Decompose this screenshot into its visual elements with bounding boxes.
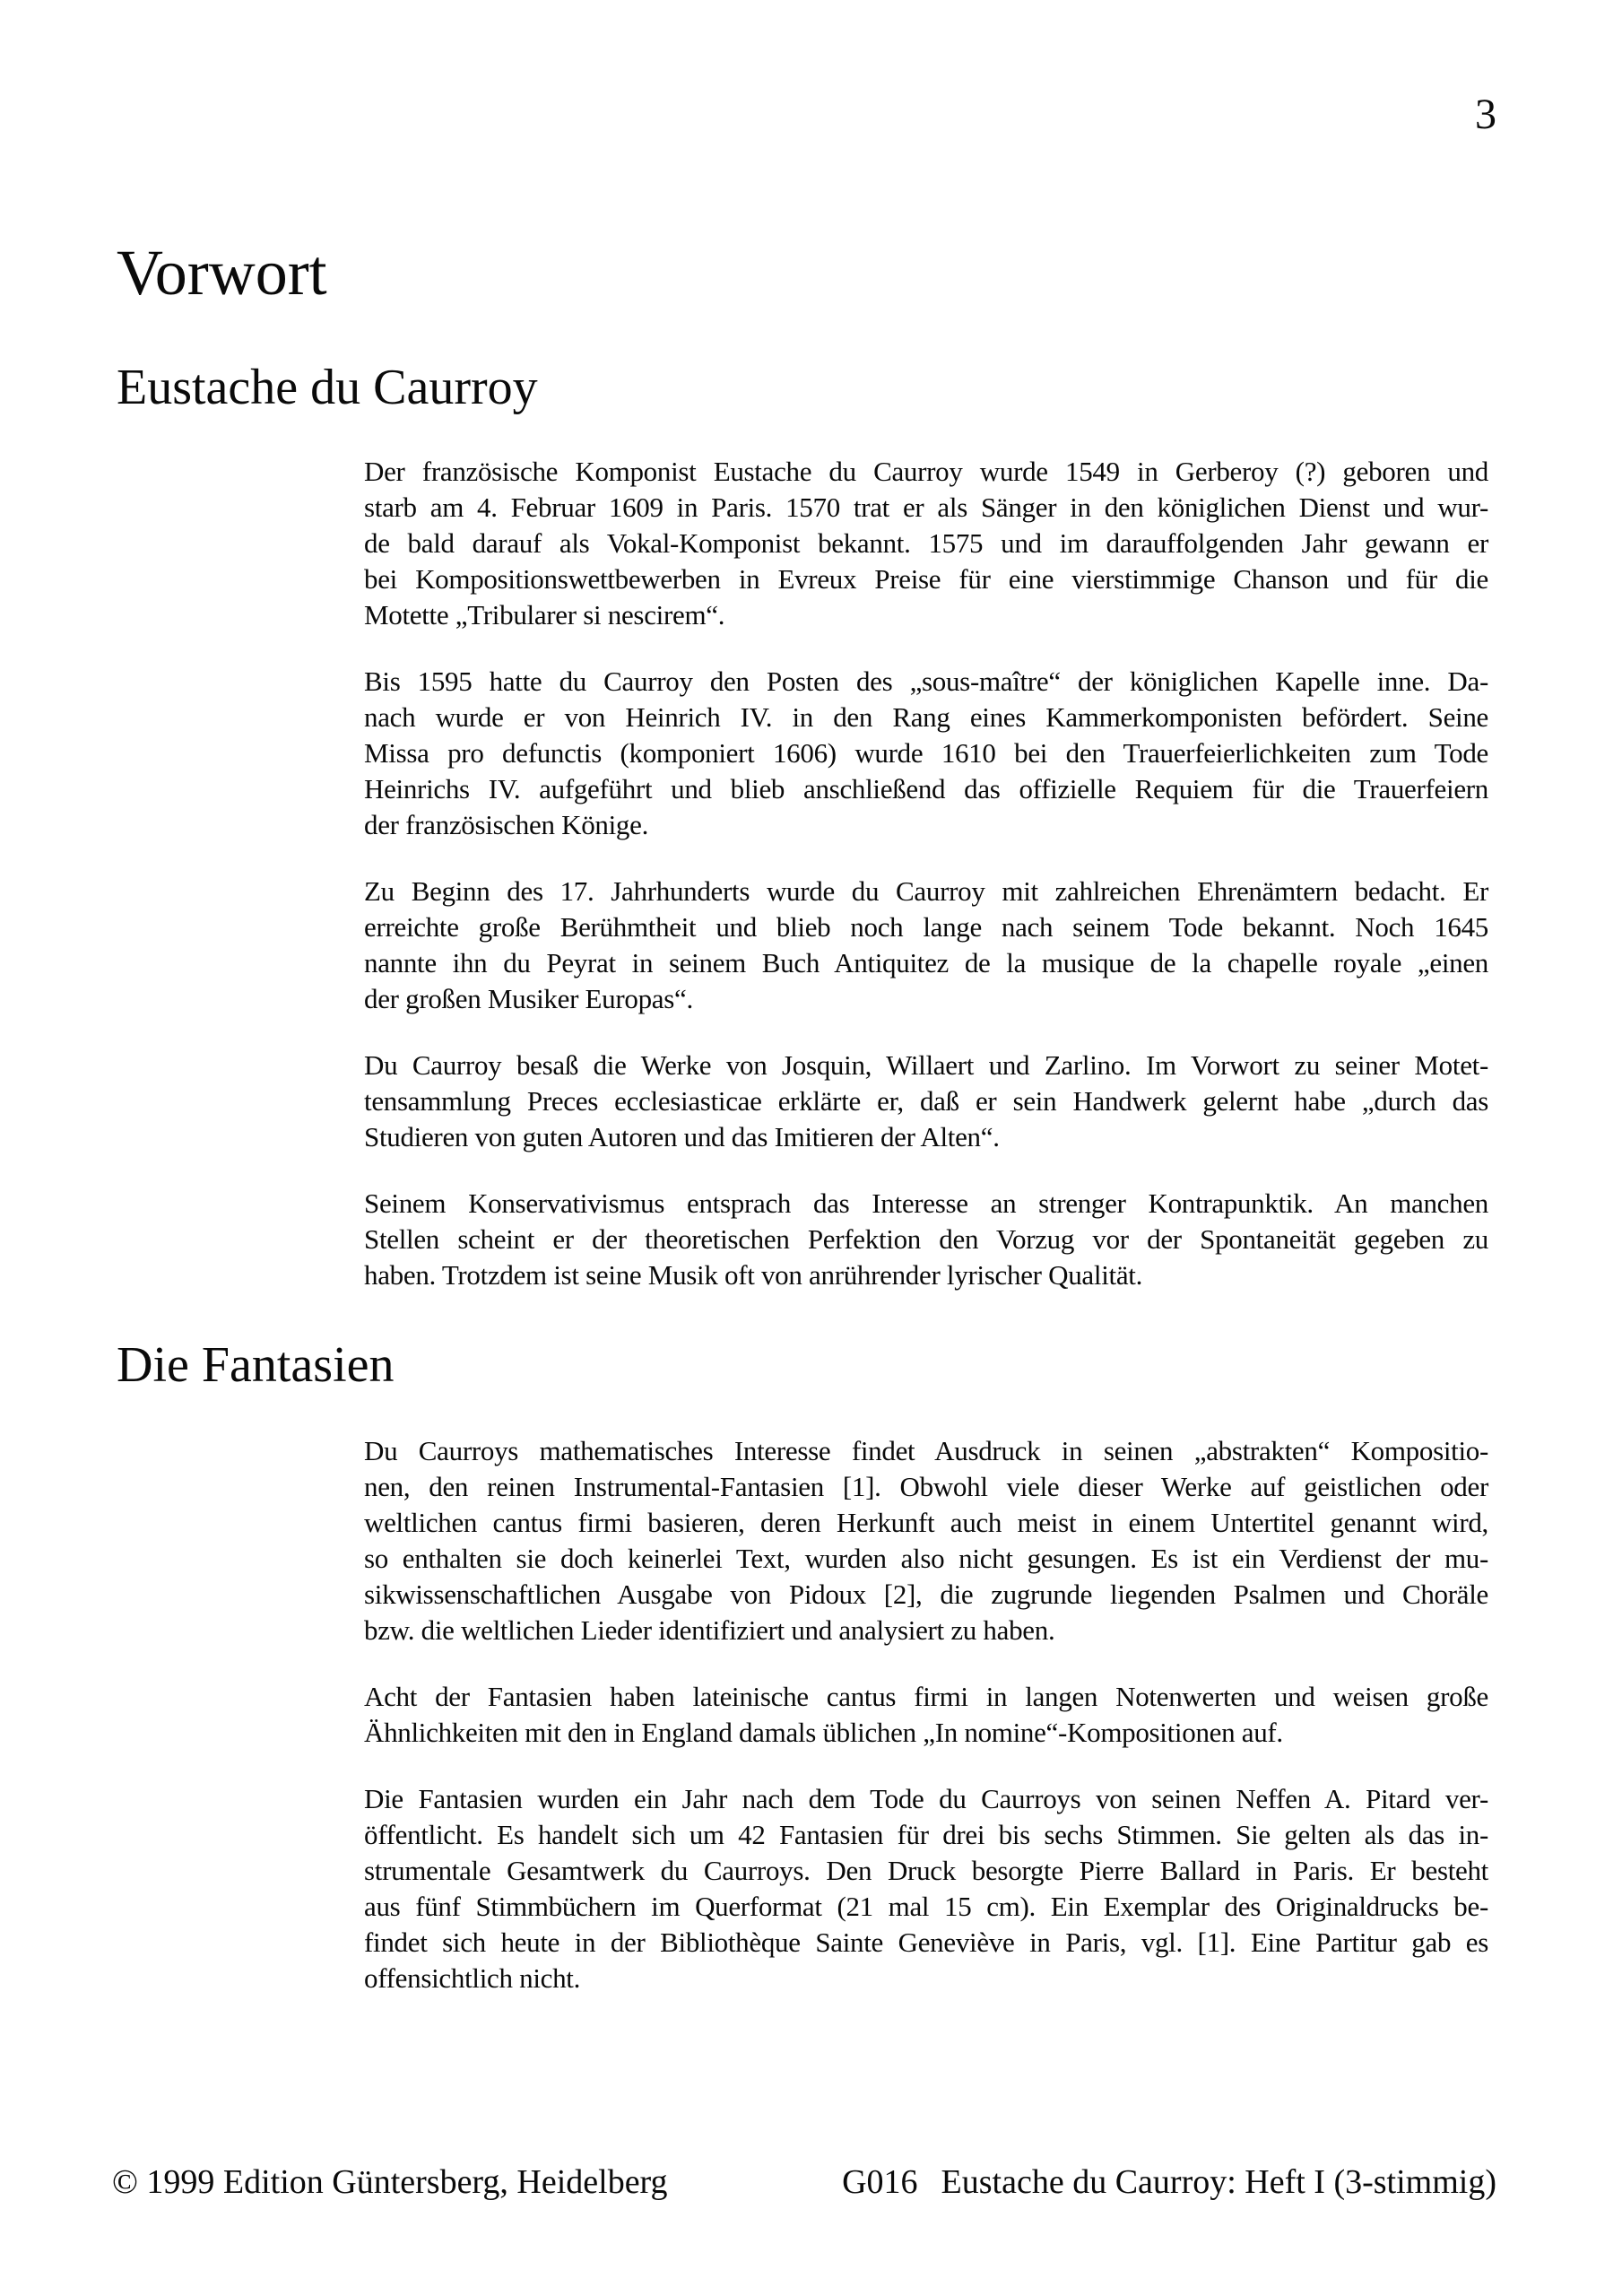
text-line: nannte ihn du Peyrat in seinem Buch Antiquitez de la musique de la chapelle royale „einen	[364, 947, 1488, 978]
section-body-eustache-du-caurroy	[364, 454, 1488, 1293]
text-line: bzw. die weltlichen Lieder identifiziert und analysiert zu haben.	[364, 1614, 1055, 1646]
text-line: Missa pro defunctis (komponiert 1606) wurde 1610 bei den Trauerfeierlichkeiten zum Tode	[364, 737, 1488, 769]
text-line: nen, den reinen Instrumental-Fantasien [1]. Obwohl viele dieser Werke auf geistlichen oder	[364, 1471, 1488, 1502]
text-line: Motette „Tribularer si nescirem“.	[364, 599, 725, 631]
paragraph	[364, 664, 1488, 843]
footer-edition-info	[842, 2163, 1496, 2203]
text-line: öffentlicht. Es handelt sich um 42 Fantasien für drei bis sechs Stimmen. Sie gelten als das in-	[364, 1819, 1488, 1850]
text-line: de bald darauf als Vokal-Komponist bekannt. 1575 und im darauffolgenden Jahr gewann er	[364, 527, 1488, 559]
text-line: starb am 4. Februar 1609 in Paris. 1570 trat er als Sänger in den königlichen Dienst und wur-	[364, 491, 1488, 523]
text-line: offensichtlich nicht.	[364, 1962, 581, 1994]
paragraph	[364, 1781, 1488, 1996]
text-line: nach wurde er von Heinrich IV. in den Rang eines Kammerkomponisten befördert. Seine	[364, 701, 1488, 733]
text-line: erreichte große Berühmtheit und blieb noch lange nach seinem Tode bekannt. Noch 1645	[364, 911, 1488, 943]
text-line: findet sich heute in der Bibliothèque Sainte Geneviève in Paris, vgl. [1]. Eine Partitur gab es	[364, 1926, 1488, 1958]
text-line: Die Fantasien wurden ein Jahr nach dem Tode du Caurroys von seinen Neffen A. Pitard ver-	[364, 1783, 1488, 1814]
document-title: Vorwort	[117, 237, 327, 309]
text-line: der großen Musiker Europas“.	[364, 983, 693, 1014]
paragraph	[364, 874, 1488, 1017]
footer-copyright: © 1999 Edition Güntersberg, Heidelberg	[112, 2163, 668, 2201]
footer-edition-title: Eustache du Caurroy: Heft I (3-stimmig)	[941, 2163, 1496, 2201]
text-line: Du Caurroys mathematisches Interesse findet Ausdruck in seinen „abstrakten“ Kompositio-	[364, 1435, 1488, 1466]
page-footer	[112, 2163, 1496, 2203]
text-line: Acht der Fantasien haben lateinische cantus firmi in langen Notenwerten und weisen große	[364, 1681, 1488, 1712]
text-line: strumentale Gesamtwerk du Caurroys. Den Druck besorgte Pierre Ballard in Paris. Er besteht	[364, 1855, 1488, 1886]
text-line: Der französische Komponist Eustache du Caurroy wurde 1549 in Gerberoy (?) geboren und	[364, 456, 1488, 487]
paragraph	[364, 1048, 1488, 1155]
text-line: Ähnlichkeiten mit den in England damals üblichen „In nomine“-Kompositionen auf.	[364, 1717, 1283, 1748]
text-line: weltlichen cantus firmi basieren, deren Herkunft auch meist in einem Untertitel genannt wird,	[364, 1507, 1488, 1538]
text-line: so enthalten sie doch keinerlei Text, wurden also nicht gesungen. Es ist ein Verdienst der mu-	[364, 1543, 1488, 1574]
text-line: der französischen Könige.	[364, 809, 649, 840]
text-line: haben. Trotzdem ist seine Musik oft von anrührender lyrischer Qualität.	[364, 1259, 1143, 1291]
text-line: Bis 1595 hatte du Caurroy den Posten des „sous-maître“ der königlichen Kapelle inne. Da-	[364, 665, 1488, 697]
page-number: 3	[1475, 91, 1496, 138]
text-line: Stellen scheint er der theoretischen Perfektion den Vorzug vor der Spontaneität gegeben zu	[364, 1223, 1488, 1255]
text-line: aus fünf Stimmbüchern im Querformat (21 mal 15 cm). Ein Exemplar des Originaldrucks be-	[364, 1891, 1488, 1922]
text-line: Zu Beginn des 17. Jahrhunderts wurde du Caurroy mit zahlreichen Ehrenämtern bedacht. Er	[364, 875, 1488, 907]
text-line: sikwissenschaftlichen Ausgabe von Pidoux [2], die zugrunde liegenden Psalmen und Choräle	[364, 1578, 1488, 1610]
text-line: Du Caurroy besaß die Werke von Josquin, Willaert und Zarlino. Im Vorwort zu seiner Motet-	[364, 1049, 1488, 1081]
section-heading-die-fantasien: Die Fantasien	[117, 1337, 395, 1393]
section-body-die-fantasien	[364, 1433, 1488, 1996]
text-line: Seinem Konservativismus entsprach das Interesse an strenger Kontrapunktik. An manchen	[364, 1187, 1488, 1219]
paragraph	[364, 1433, 1488, 1648]
text-line: bei Kompositionswettbewerben in Evreux Preise für eine vierstimmige Chanson und für die	[364, 563, 1488, 595]
paragraph	[364, 1186, 1488, 1293]
text-line: Heinrichs IV. aufgeführt und blieb anschließend das offizielle Requiem für die Trauerfeiern	[364, 773, 1488, 804]
text-line: tensammlung Preces ecclesiasticae erklärte er, daß er sein Handwerk gelernt habe „durch das	[364, 1085, 1488, 1117]
section-heading-eustache-du-caurroy: Eustache du Caurroy	[117, 360, 538, 415]
text-line: Studieren von guten Autoren und das Imitieren der Alten“.	[364, 1121, 1000, 1152]
paragraph	[364, 454, 1488, 633]
footer-edition-code: G016	[842, 2163, 918, 2201]
paragraph	[364, 1679, 1488, 1751]
